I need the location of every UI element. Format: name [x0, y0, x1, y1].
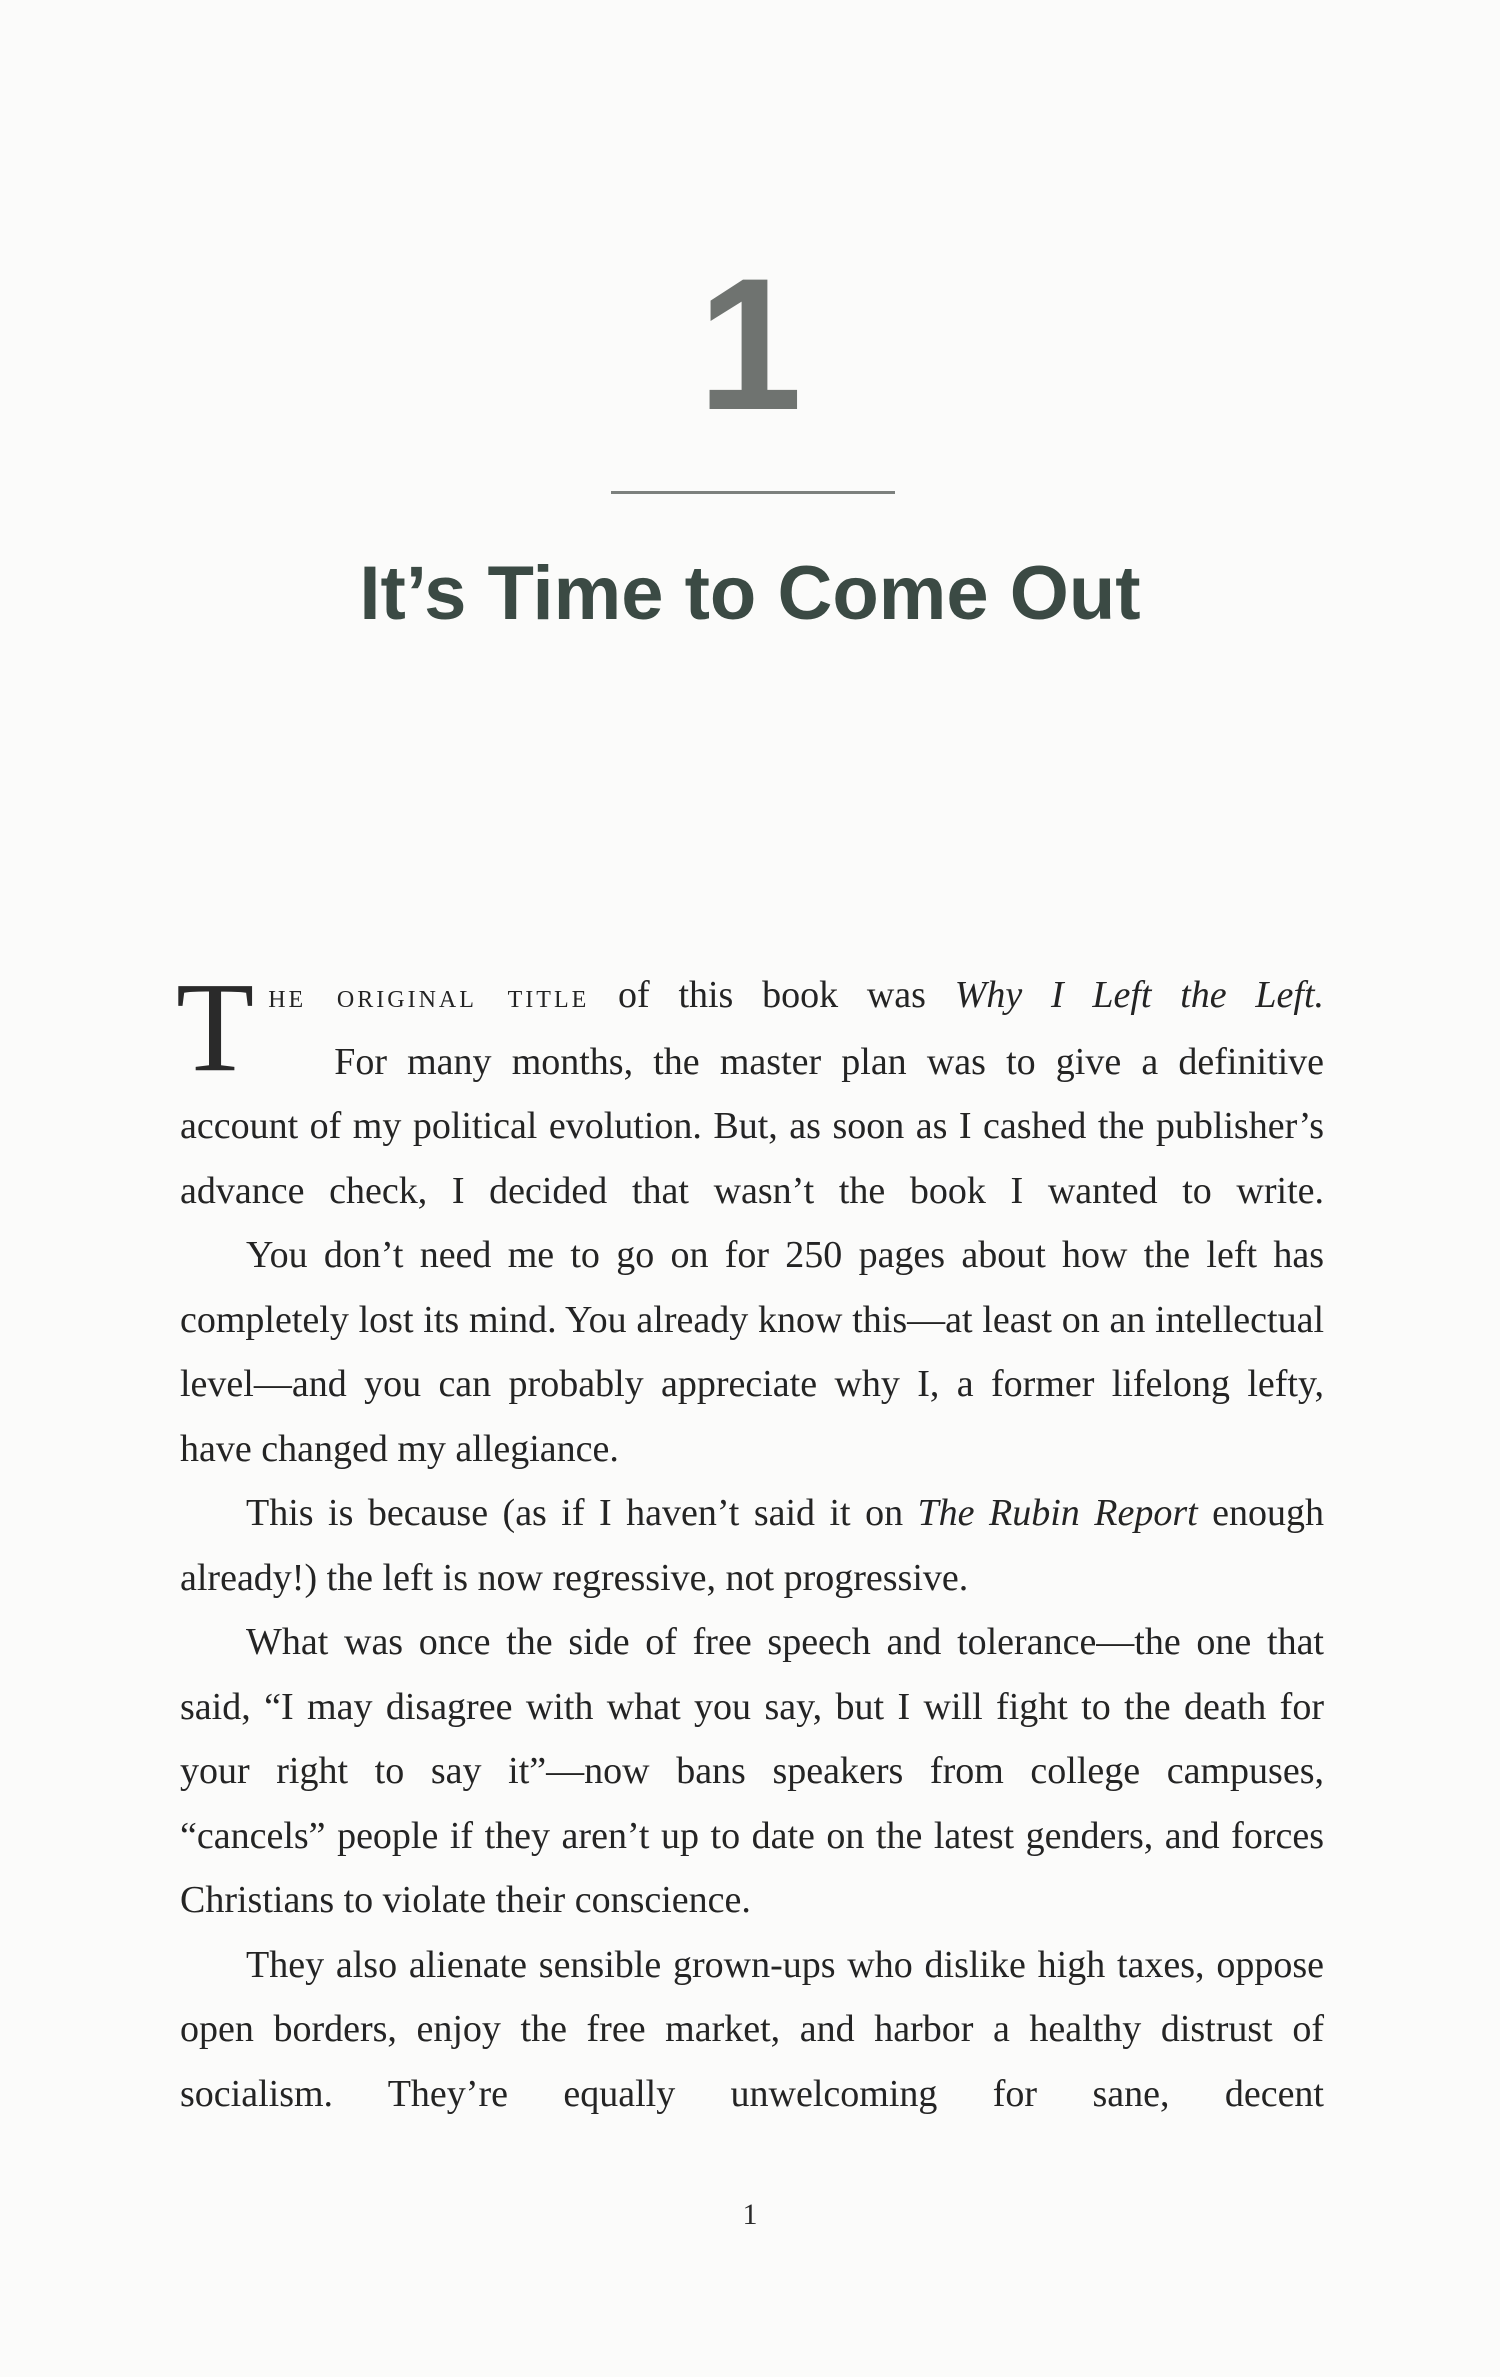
rubin-text-before: This is because (as if I haven’t said it on	[246, 1492, 918, 1534]
paragraph-5: They also alienate sensible grown-ups who dislike high taxes, oppose open borders, enjoy the free market, and harbor a healthy distrust of socialism. They’re equally unwelcoming for sane, decent	[180, 1943, 1324, 2115]
rubin-text-after: enough already!) the left is now regressive, not progressive.	[180, 1492, 1324, 1599]
paragraph-3	[180, 1481, 1324, 1610]
chapter-number: 1	[697, 239, 803, 449]
chapter-divider	[611, 491, 895, 494]
paragraph-4: What was once the side of free speech and tolerance—the one that said, “I may disagree with what you say, but I will fight to the death for your right to say it”—now bans speakers from college campuses, “cancels” people if they aren’t up to date on the latest genders, and forces Christians to violate their conscience.	[180, 1621, 1324, 1921]
opening-continuation: For many months, the master plan was to give a definitive account of my political evolution. But, as soon as I cashed the publisher’s advance check, I decided that wasn’t the book I wanted to write.	[180, 1040, 1324, 1212]
chapter-title: It’s Time to Come Out	[359, 551, 1141, 636]
paragraph-2: You don’t need me to go on for 250 pages about how the left has completely lost its mind. You already know this—at least on an intellectual level—and you can probably appreciate why I, a former lifelong lefty, have changed my allegiance.	[180, 1234, 1324, 1470]
opening-smallcaps: he original title	[268, 978, 590, 1015]
show-title: The Rubin Report	[917, 1492, 1198, 1534]
opening-paragraph	[176, 956, 1324, 1223]
page-number: 1	[742, 2198, 758, 2231]
drop-cap: T	[176, 956, 255, 1098]
opening-text: of this book was	[589, 974, 955, 1016]
original-book-title: Why I Left the Left.	[954, 974, 1324, 1016]
body-text	[176, 956, 1324, 2126]
